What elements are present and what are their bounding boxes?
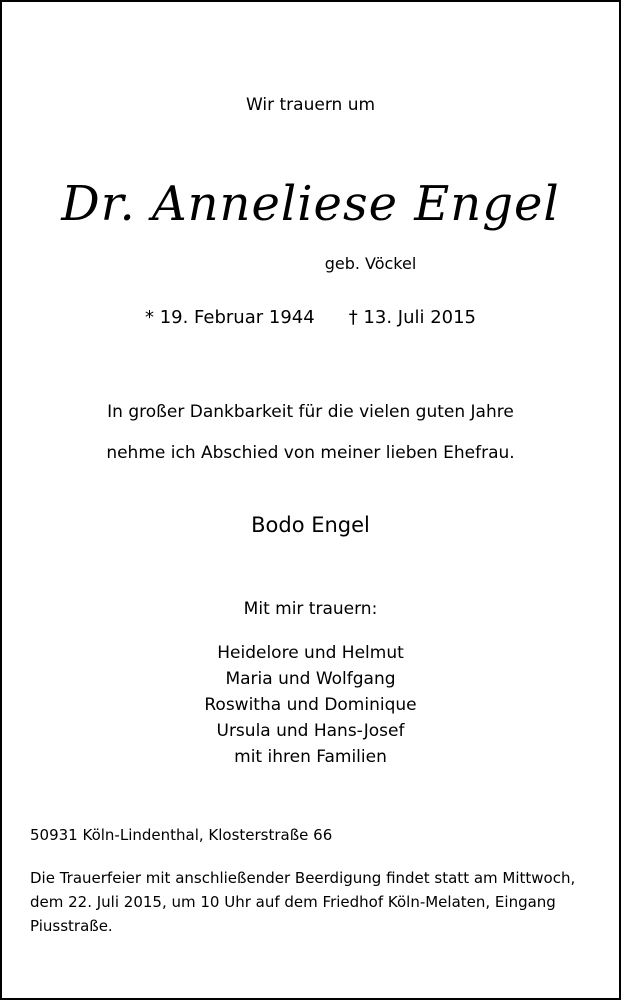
mourner-item: mit ihren Familien [234,747,387,767]
mourners-list [2,640,619,770]
mourner-item: Ursula und Hans-Josef [216,721,405,741]
birth-date: * 19. Februar 1944 [144,307,315,328]
mourner-item: Heidelore und Helmut [217,643,404,663]
mourners-title: Mit mir trauern: [243,599,378,619]
mourner-item: Maria und Wolfgang [225,669,396,689]
signer-name: Bodo Engel [251,513,370,537]
life-dates [2,307,619,328]
farewell-line-2: nehme ich Abschied von meiner lieben Ehefrau. [106,443,515,463]
address: 50931 Köln-Lindenthal, Klosterstraße 66 [30,826,333,844]
farewell-line-1: In großer Dankbarkeit für die vielen guten Jahre [107,402,514,422]
death-date: † 13. Juli 2015 [348,307,477,328]
funeral-info: Die Trauerfeier mit anschließender Beerdigung findet statt am Mittwoch, dem 22. Juli 2015, um 10 Uhr auf dem Friedhof Köln-Melaten, Eingang Piusstraße. [30,869,576,935]
intro-text: Wir trauern um [245,95,376,115]
mourner-item: Roswitha und Dominique [204,695,417,715]
deceased-name: Dr. Anneliese Engel [61,176,560,232]
maiden-name: geb. Vöckel [324,254,417,273]
